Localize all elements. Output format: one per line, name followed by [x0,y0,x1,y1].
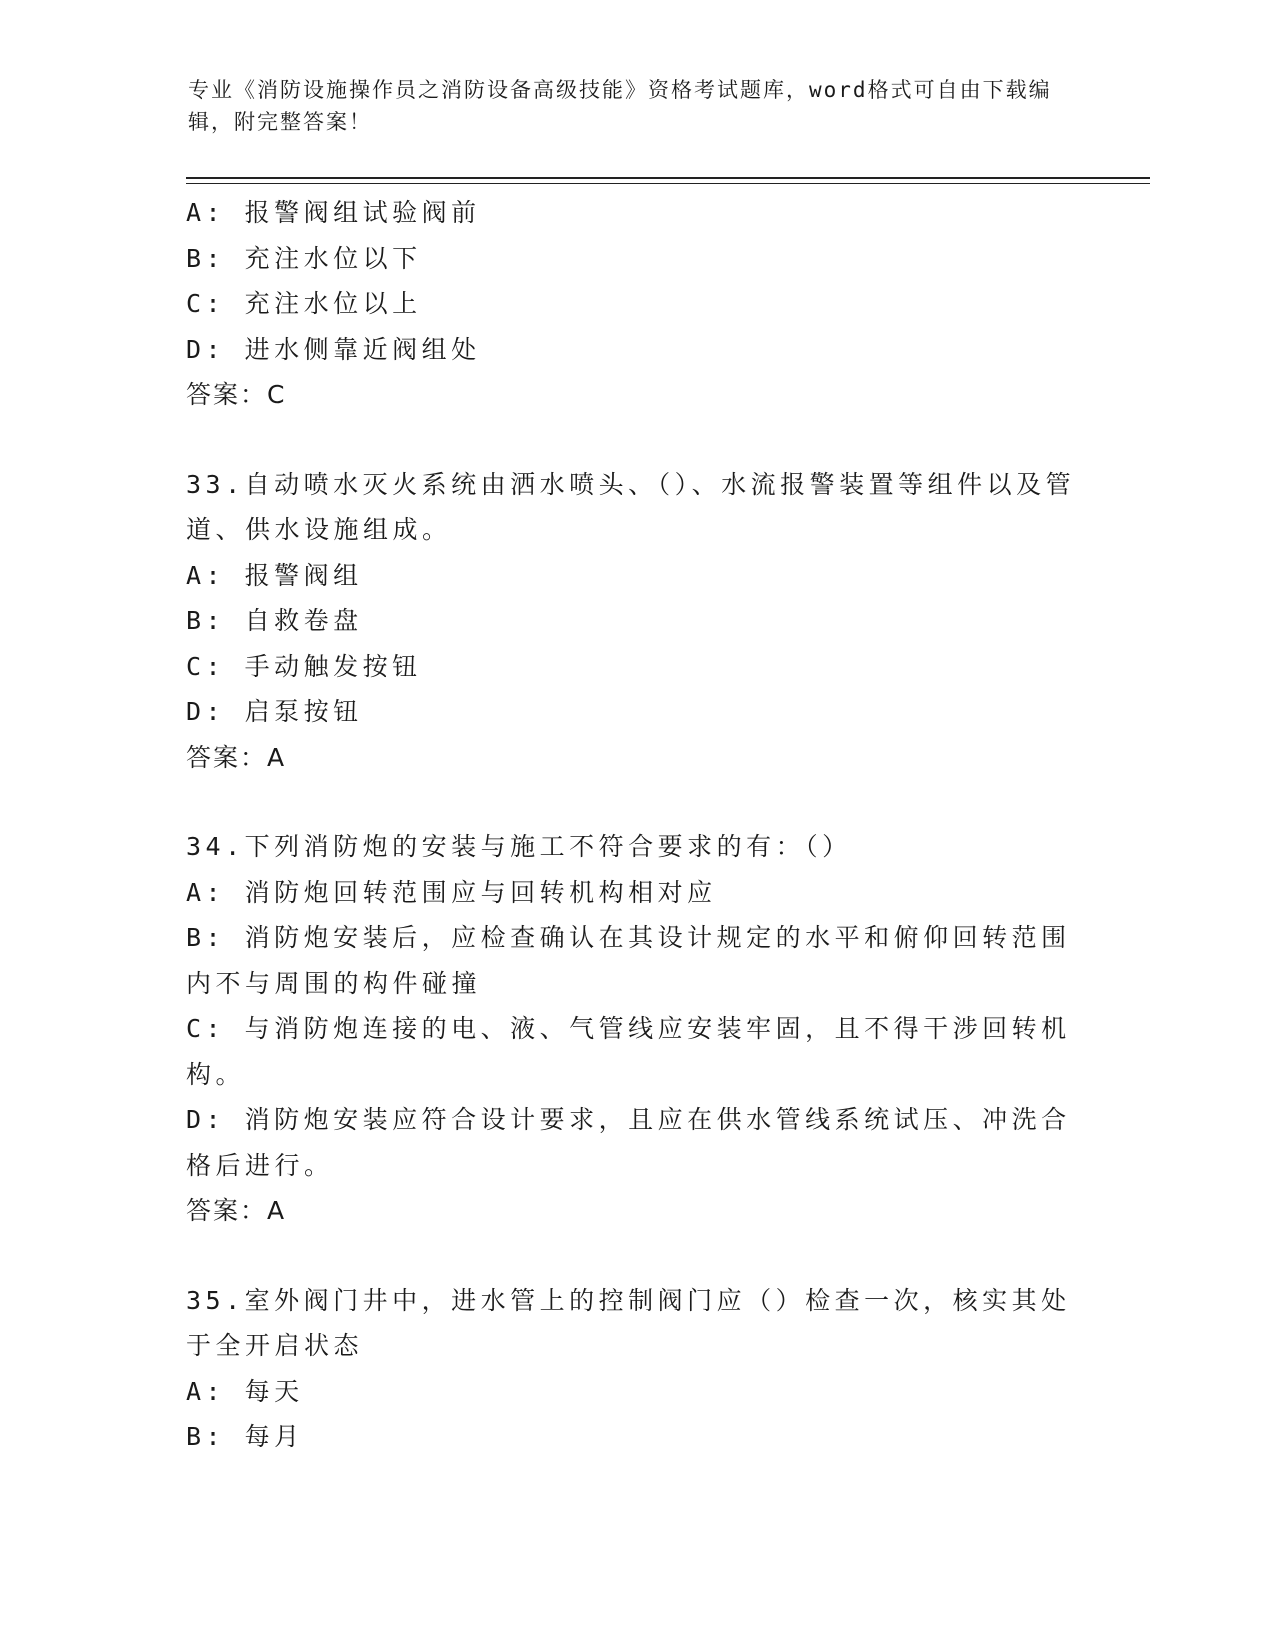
option-a: A: 报警阀组试验阀前 [186,198,481,227]
question-35 [186,1278,1076,1460]
option-d: D: 进水侧靠近阀组处 [186,334,481,364]
header-rule-thin [186,183,1150,184]
question-33 [186,462,1076,781]
option-d: D: 消防炮安装应符合设计要求，且应在供水管线系统试压、冲洗合格后进行。 [186,1105,1071,1180]
option-c: C: 与消防炮连接的电、液、气管线应安装牢固，且不得干涉回转机构。 [186,1014,1071,1089]
option-b: B: 每月 [186,1422,304,1451]
spacer [186,780,1076,824]
answer: 答案：C [186,380,287,409]
option-c: C: 手动触发按钮 [186,651,422,681]
spacer [186,418,1076,462]
question-list [186,190,1076,1460]
option-a: A: 消防炮回转范围应与回转机构相对应 [186,877,717,907]
question-text: 35.室外阀门井中，进水管上的控制阀门应（）检查一次，核实其处于全开启状态 [186,1285,1071,1360]
option-c: C: 充注水位以上 [186,289,422,318]
spacer [186,1234,1076,1278]
answer: 答案：A [186,1196,287,1225]
question-text: 34.下列消防炮的安装与施工不符合要求的有：（） [186,832,852,861]
option-b: B: 消防炮安装后，应检查确认在其设计规定的水平和俯仰回转范围内不与周围的构件碰撞 [186,923,1071,998]
header-rule-thick [186,177,1150,179]
option-b: B: 自救卷盘 [186,606,363,635]
option-a: A: 每天 [186,1376,304,1406]
option-d: D: 启泵按钮 [186,697,363,726]
option-b: B: 充注水位以下 [186,243,422,273]
question-32 [186,190,1076,418]
option-a: A: 报警阀组 [186,560,363,590]
document-header: 专业《消防设施操作员之消防设备高级技能》资格考试题库，word格式可自由下载编辑，附完整答案！ [188,78,1052,134]
answer: 答案：A [186,742,287,772]
question-text: 33.自动喷水灭火系统由洒水喷头、（）、水流报警装置等组件以及管道、供水设施组成。 [186,469,1076,544]
question-34 [186,824,1076,1234]
